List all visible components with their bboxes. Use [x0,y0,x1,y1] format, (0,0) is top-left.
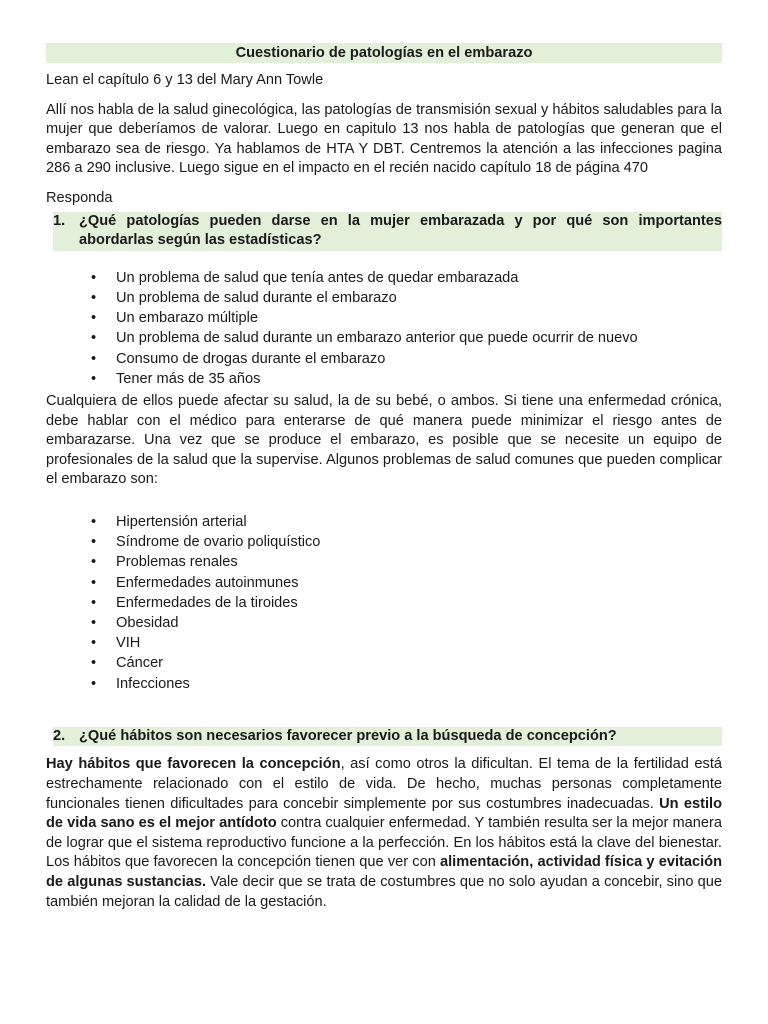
answer-2-bold-1: Hay hábitos que favorecen la concepción [46,756,341,773]
health-problem-list [46,512,722,694]
question-2 [53,727,722,747]
list-item: • Cáncer [91,653,722,673]
answer-2-text-3: Vale decir que se trata de costumbres que no solo ayudan a concebir, sino que también mejoran la calidad de la gestación. [46,873,722,910]
list-item: • Un problema de salud que tenía antes de quedar embarazada [91,268,722,288]
list-item: • Problemas renales [91,552,722,572]
answer-2-paragraph [46,755,722,912]
list-item: • Enfermedades de la tiroides [91,593,722,613]
question-1 [53,212,722,251]
list-item: • Un embarazo múltiple [91,308,722,328]
answer-2-bold-2: Un estilo de vida sano es el mejor antídoto [46,795,722,832]
list-item: • Hipertensión arterial [91,512,722,532]
list-item: • Un problema de salud durante un embarazo anterior que puede ocurrir de nuevo [91,328,722,348]
responda-label: Responda [46,189,113,206]
answer-1-paragraph: Cualquiera de ellos puede afectar su salud, la de su bebé, o ambos. Si tiene una enfermedad crónica, debe hablar con el médico para enterarse de qué manera puede minimizar el riesgo antes de embarazarse. Una vez que se produce el embarazo, es posible que se necesite un equipo de profesionales de la salud que la supervise. Algunos problemas de salud comunes que pueden complicar el embarazo son: [46,392,722,488]
reading-instruction: Lean el capítulo 6 y 13 del Mary Ann Towle [46,72,324,88]
answer-2-text-1: , así como otros la dificultan. El tema de la fertilidad está estrechamente relacionado con el estilo de vida. De hecho, muchas personas completamente funcionales tienen dificultades para concebir simplemente por sus costumbres inadecuadas. [46,756,722,812]
list-item: • Síndrome de ovario poliquístico [91,532,722,552]
list-item: • Un problema de salud durante el embarazo [91,288,722,308]
question-1-number: 1. [53,212,66,229]
answer-2-text-2: contra cualquier enfermedad. Y también resulta ser la mejor manera de lograr que el sistema reproductivo funcione a la perfección. En los hábitos está la clave del bienestar. Los hábitos que favorecen la concepción tienen que ver con [46,815,722,871]
list-item: • Tener más de 35 años [91,369,722,389]
list-item: • VIH [91,633,722,653]
intro-paragraph: Allí nos habla de la salud ginecológica, las patologías de transmisión sexual y hábitos saludables para la mujer que deberíamos de valorar. Luego en capitulo 13 nos habla de patologías que generan que el embarazo sea de riesgo. Ya hablamos de HTA Y DBT. Centremos la atención a las infecciones pagina 286 a 290 inclusive. Luego sigue en el impacto en el recién nacido capítulo 18 de página 470 [46,101,722,177]
list-item: • Enfermedades autoinmunes [91,573,722,593]
risk-factor-list [46,268,722,389]
document-title: Cuestionario de patologías en el embarazo [46,43,722,63]
question-1-text: ¿Qué patologías pueden darse en la mujer embarazada y por qué son importantes abordarlas según las estadísticas? [79,212,722,249]
list-item: • Obesidad [91,613,722,633]
list-item: • Consumo de drogas durante el embarazo [91,349,722,369]
list-item: • Infecciones [91,674,722,694]
question-2-text: ¿Qué hábitos son necesarios favorecer previo a la búsqueda de concepción? [79,727,617,744]
answer-2-bold-3: alimentación, actividad física y evitación de algunas sustancias. [46,854,722,890]
question-2-number: 2. [53,727,66,744]
